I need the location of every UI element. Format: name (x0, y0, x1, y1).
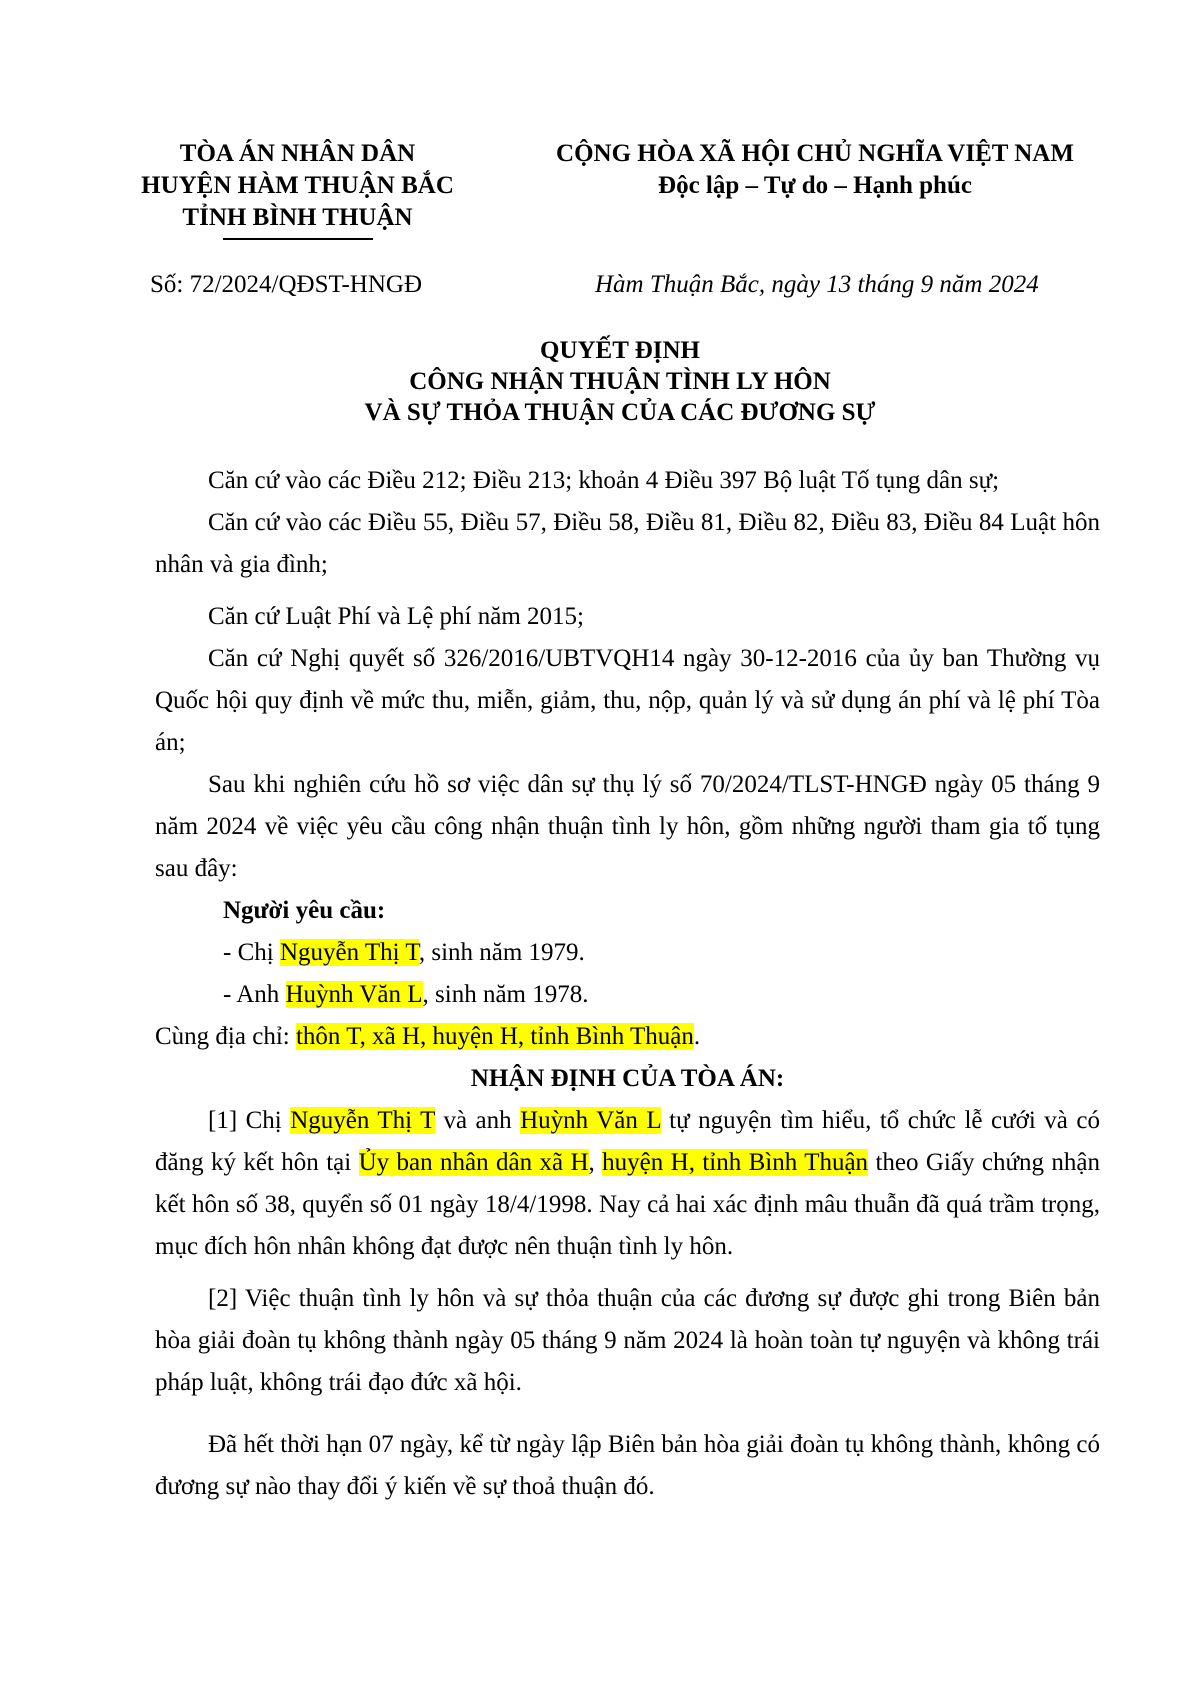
party-2-name: Huỳnh Văn L (285, 981, 423, 1008)
court-name: TÒA ÁN NHÂN DÂN (179, 140, 416, 167)
case-intro: Sau khi nghiên cứu hồ sơ việc dân sự thụ lý số 70/2024/TLST-HNGĐ ngày 05 tháng 9 năm 2024 về việc yêu cầu công nhận thuận tình ly hôn, gồm những người tham gia tố tụng sau đây: (155, 771, 1100, 882)
parties-heading: Người yêu cầu: (223, 897, 386, 924)
court-header (115, 138, 480, 240)
finding-2: [2] Việc thuận tình ly hôn và sự thỏa thuận của các đương sự được ghi trong Biên bản hòa giải đoàn tụ không thành ngày 05 tháng 9 năm 2024 là hoàn toàn tự nguyện và không trái pháp luật, không trái đạo đức xã hội. (155, 1285, 1100, 1396)
title-line-1: QUYẾT ĐỊNH (540, 337, 700, 364)
document-body (155, 460, 1100, 1508)
document-title (140, 335, 1100, 428)
finding-1-name-2: Huỳnh Văn L (520, 1107, 661, 1134)
party-address: Cùng địa chỉ: thôn T, xã H, huyện H, tỉnh Bình Thuận. (155, 1023, 701, 1050)
legal-basis-4: Căn cứ Nghị quyết số 326/2016/UBTVQH14 ngày 30-12-2016 của ủy ban Thường vụ Quốc hội quy định về mức thu, miễn, giảm, thu, nộp, quản lý và sử dụng án phí và lệ phí Tòa án; (155, 645, 1100, 756)
finding-3: Đã hết thời hạn 07 ngày, kể từ ngày lập Biên bản hòa giải đoàn tụ không thành, không có đương sự nào thay đổi ý kiến về sự thoả thuận đó. (155, 1431, 1100, 1500)
finding-1-place-2: huyện H, tỉnh Bình Thuận (602, 1149, 869, 1176)
finding-1-place-1: Ủy ban nhân dân xã H (358, 1149, 589, 1176)
party-2: - Anh Huỳnh Văn L, sinh năm 1978. (223, 981, 589, 1008)
decision-number: Số: 72/2024/QĐST-HNGĐ (150, 271, 423, 298)
header-divider (223, 238, 373, 240)
finding-1-name-1: Nguyễn Thị T (290, 1107, 435, 1134)
decision-date: Hàm Thuận Bắc, ngày 13 tháng 9 năm 2024 (595, 271, 1039, 298)
national-header (515, 138, 1115, 202)
national-motto: Độc lập – Tự do – Hạnh phúc (658, 172, 972, 199)
finding-1: [1] Chị Nguyễn Thị T và anh Huỳnh Văn L tự nguyện tìm hiểu, tổ chức lễ cưới và có đăng ký kết hôn tại Ủy ban nhân dân xã H, huyện H, tỉnh Bình Thuận theo Giấy chứng nhận kết hôn số 38, quyển số 01 ngày 18/4/1998. Nay cả hai xác định mâu thuẫn đã quá trầm trọng, mục đích hôn nhân không đạt được nên thuận tình ly hôn. (155, 1107, 1100, 1260)
court-district: HUYỆN HÀM THUẬN BẮC (141, 172, 454, 199)
legal-basis-3: Căn cứ Luật Phí và Lệ phí năm 2015; (208, 603, 584, 630)
findings-heading: NHẬN ĐỊNH CỦA TÒA ÁN: (470, 1065, 785, 1092)
party-1-name: Nguyễn Thị T (279, 939, 419, 966)
court-province: TỈNH BÌNH THUẬN (182, 204, 413, 231)
legal-basis-2: Căn cứ vào các Điều 55, Điều 57, Điều 58, Điều 81, Điều 82, Điều 83, Điều 84 Luật hôn nhân và gia đình; (155, 509, 1100, 578)
address-value: thôn T, xã H, huyện H, tỉnh Bình Thuận (295, 1023, 694, 1050)
title-line-2: CÔNG NHẬN THUẬN TÌNH LY HÔN (409, 368, 831, 395)
legal-basis-1: Căn cứ vào các Điều 212; Điều 213; khoản 4 Điều 397 Bộ luật Tố tụng dân sự; (208, 467, 1000, 494)
national-title: CỘNG HÒA XÃ HỘI CHỦ NGHĨA VIỆT NAM (556, 140, 1074, 167)
party-1: - Chị Nguyễn Thị T, sinh năm 1979. (223, 939, 585, 966)
title-line-3: VÀ SỰ THỎA THUẬN CỦA CÁC ĐƯƠNG SỰ (364, 399, 876, 426)
